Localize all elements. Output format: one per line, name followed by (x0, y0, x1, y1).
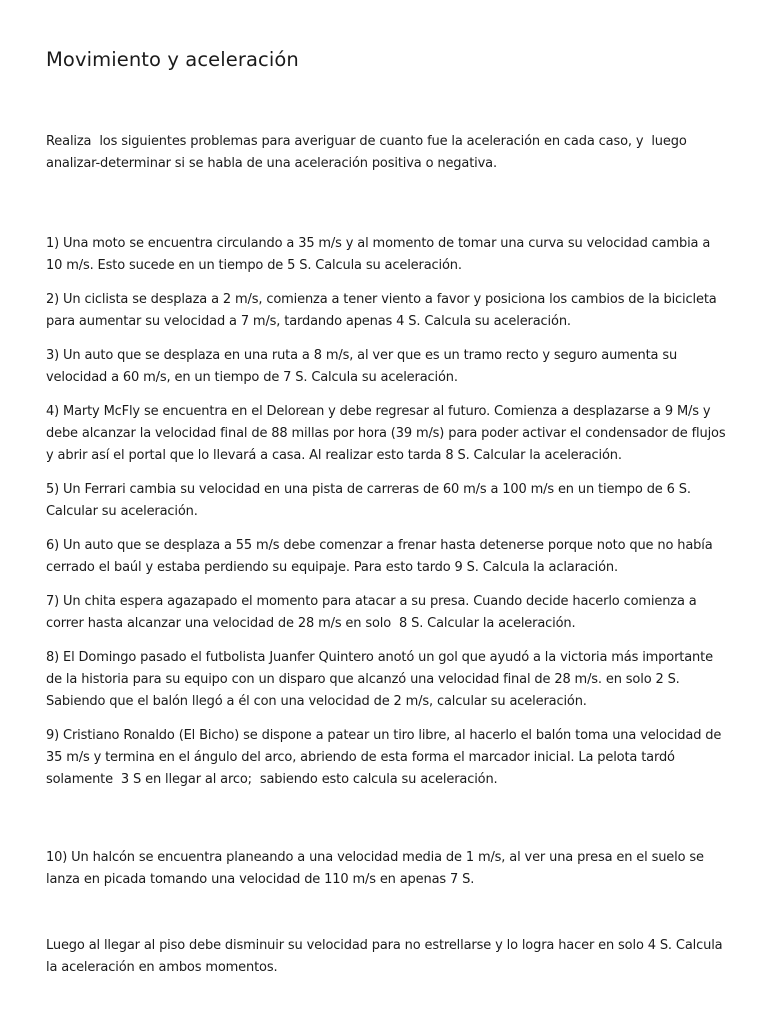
problem-item (46, 535, 726, 579)
problem-text: 7) Un chita espera agazapado el momento para atacar a su presa. Cuando decide hacerlo comienza a correr hasta alcanzar una velocidad de 28 m/s en solo 8 S. Calcular la aceleración. (46, 594, 701, 631)
problem-text: 5) Un Ferrari cambia su velocidad en una pista de carreras de 60 m/s a 100 m/s en un tiempo de 6 S. Calcular su aceleración. (46, 482, 695, 519)
problem-text: 6) Un auto que se desplaza a 55 m/s debe comenzar a frenar hasta detenerse porque noto que no había cerrado el baúl y estaba perdiendo su equipaje. Para esto tardo 9 S. Calcula la aclaración. (46, 538, 717, 575)
problem-text-continuation: Luego al llegar al piso debe disminuir su velocidad para no estrellarse y lo logra hacer en solo 4 S. Calcula la aceleración en ambos momentos. (46, 938, 727, 975)
problem-text: 9) Cristiano Ronaldo (El Bicho) se dispone a patear un tiro libre, al hacerlo el balón toma una velocidad de 35 m/s y termina en el ángulo del arco, abriendo de esta forma el marcador inicial. La pelota tardó solamente 3 S en llegar al arco; sabiendo esto calcula su aceleración. (46, 728, 726, 787)
problem-item (46, 401, 730, 467)
problem-item (46, 345, 726, 389)
problem-text: 8) El Domingo pasado el futbolista Juanfer Quintero anotó un gol que ayudó a la victoria más importante de la historia para su equipo con un disparo que alcanzó una velocidad final de 28 m/s. en solo 2 S. Sabiendo que el balón llegó a él con una velocidad de 2 m/s, calcular su aceleración. (46, 650, 717, 709)
problem-item (46, 233, 726, 277)
problem-item (46, 591, 726, 635)
problem-text: 2) Un ciclista se desplaza a 2 m/s, comienza a tener viento a favor y posiciona los cambios de la bicicleta para aumentar su velocidad a 7 m/s, tardando apenas 4 S. Calcula su aceleración. (46, 292, 721, 329)
problem-text: 10) Un halcón se encuentra planeando a una velocidad media de 1 m/s, al ver una presa en el suelo se lanza en picada tomando una velocidad de 110 m/s en apenas 7 S. (46, 850, 708, 887)
instructions-paragraph: Realiza los siguientes problemas para averiguar de cuanto fue la aceleración en cada caso, y luego analizar-determinar si se habla de una aceleración positiva o negativa. (46, 134, 691, 171)
document-title: Movimiento y aceleración (46, 48, 299, 71)
problem-text: 4) Marty McFly se encuentra en el Delorean y debe regresar al futuro. Comienza a desplazarse a 9 M/s y debe alcanzar la velocidad final de 88 millas por hora (39 m/s) para poder activar el condensador de flujos y abrir así el portal que lo llevará a casa. Al realizar esto tarda 8 S. Calcular la aceleración. (46, 404, 730, 463)
problem-item (46, 725, 726, 791)
problem-item (46, 803, 726, 1023)
problem-text: 1) Una moto se encuentra circulando a 35 m/s y al momento de tomar una curva su velocidad cambia a 10 m/s. Esto sucede en un tiempo de 5 S. Calcula su aceleración. (46, 236, 715, 273)
problem-item (46, 479, 726, 523)
problem-text: 3) Un auto que se desplaza en una ruta a 8 m/s, al ver que es un tramo recto y seguro aumenta su velocidad a 60 m/s, en un tiempo de 7 S. Calcula su aceleración. (46, 348, 682, 385)
problem-list (46, 233, 730, 1035)
problem-item (46, 647, 726, 713)
problem-item (46, 289, 726, 333)
